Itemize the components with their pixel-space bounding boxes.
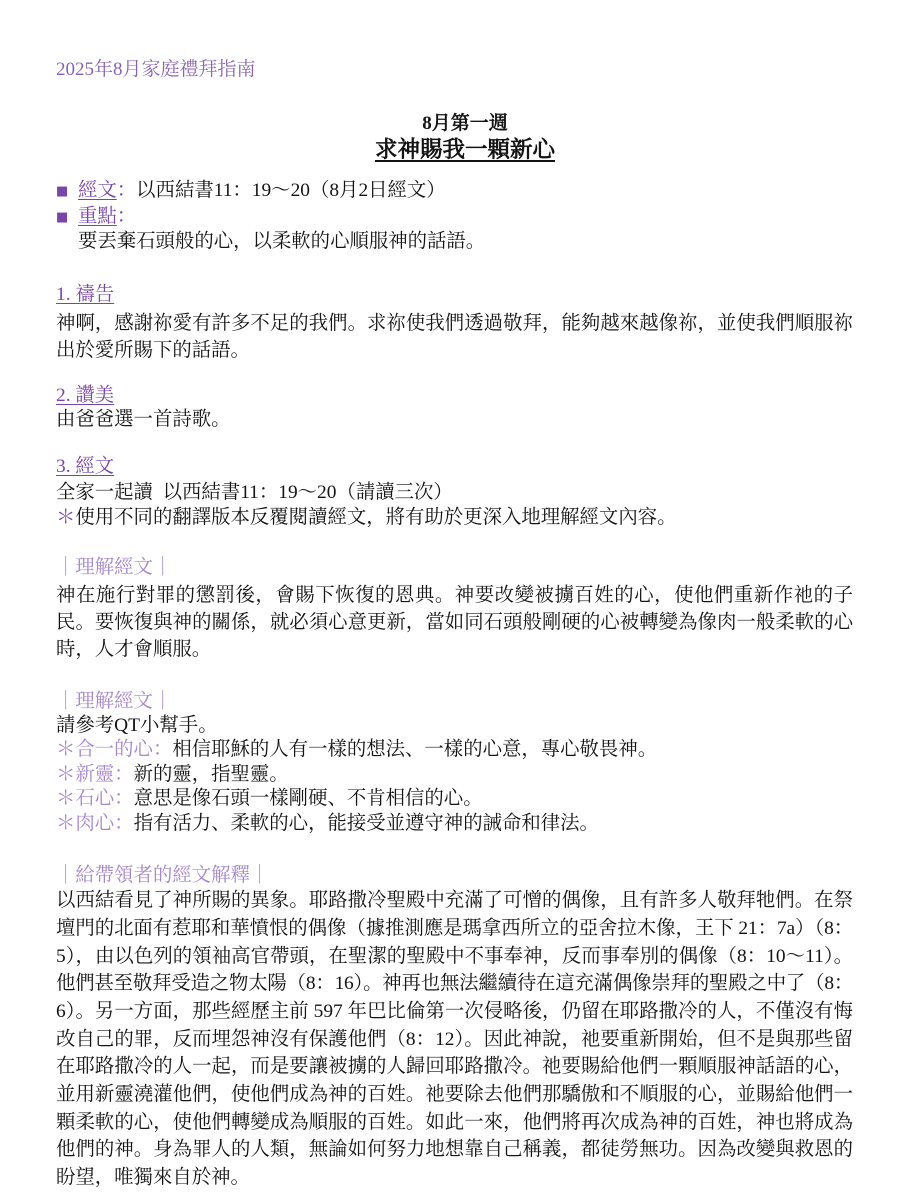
leader-text-line: 以西結看見了神所賜的異象。耶路撒冷聖殿中充滿了可憎的偶像，且有許多人敬拜牠們。在祭: [56, 890, 853, 912]
reading-heading: 3. 經文: [56, 456, 115, 477]
summary-block: [56, 179, 853, 255]
praise-heading: 2. 讚美: [56, 385, 115, 406]
qt-heading-row: [56, 690, 853, 714]
term-definition: 新的靈，指聖靈。: [133, 763, 289, 785]
term-definition: 指有活力、柔軟的心，能接受並遵守神的誡命和律法。: [133, 812, 599, 834]
scripture-colon: ：: [116, 180, 137, 201]
square-bullet-icon: ■: [56, 209, 69, 225]
understanding-text-line: 時，人才會順服。: [56, 638, 212, 660]
term-definition: 意思是像石頭一樣剛硬、不肯相信的心。: [133, 788, 483, 810]
qt-heading: ｜理解經文｜: [56, 691, 173, 712]
asterisk-icon: ＊: [56, 812, 76, 834]
asterisk-icon: ＊: [56, 739, 76, 761]
focus-row: [56, 205, 853, 231]
reading-note-text: 使用不同的翻譯版本反覆閱讀經文，將有助於更深入地理解經文內容。: [75, 507, 677, 528]
leader-text-line: 6）。另一方面，那些經歷主前 597 年巴比倫第一次侵略後，仍留在耶路撒冷的人，不僅沒有悔: [56, 1000, 853, 1022]
prayer-paragraph: [56, 310, 853, 364]
week-title: 求神賜我一顆新心: [374, 137, 555, 162]
reading-instruction: 全家一起讀 以西結書11：19～20（請讀三次）: [56, 481, 453, 503]
scripture-reference: 以西結書11：19～20（8月2日經文）: [136, 180, 446, 201]
leader-paragraph: [56, 887, 853, 1192]
focus-text: 要丟棄石頭般的心，以柔軟的心順服神的話語。: [78, 231, 486, 252]
leader-text-line: 壇門的北面有惹耶和華憤恨的偶像（據推測應是瑪拿西所立的亞舍拉木像，王下 21：7a）（8：: [56, 917, 853, 939]
asterisk-icon: ＊: [56, 763, 76, 785]
document-header-title: 2025年8月家庭禮拜指南: [56, 59, 256, 80]
term-label: 合一的心：: [75, 739, 173, 761]
leader-heading-row: [56, 864, 853, 888]
term-item: [56, 763, 853, 788]
qt-intro: 請參考QT小幫手。: [56, 714, 218, 736]
leader-text-line: 並用新靈澆灌他們，使他們成為神的百姓。祂要除去他們那驕傲和不順服的心，並賜給他們一: [56, 1084, 853, 1106]
praise-heading-row: [56, 384, 853, 408]
scripture-label: 經文: [78, 180, 117, 201]
focus-colon: ：: [116, 205, 137, 227]
term-label: 新靈：: [75, 763, 134, 785]
square-bullet-icon: ■: [56, 184, 69, 199]
leader-text-line: 改自己的罪，反而埋怨神沒有保護他們（8：12）。因此神說，祂要重新開始，但不是與那些留: [56, 1028, 853, 1050]
scripture-reference-row: [56, 179, 853, 205]
leader-text-line: 顆柔軟的心，使他們轉變成為順服的百姓。如此一來，他們將再次成為神的百姓，神也將成為: [56, 1111, 853, 1133]
prayer-heading-row: [56, 283, 853, 307]
leader-text-line: 他們甚至敬拜受造之物太陽（8：16）。神再也無法繼續待在這充滿偶像崇拜的聖殿之中了（8：: [56, 973, 853, 995]
term-label: 石心：: [75, 788, 134, 810]
term-definition: 相信耶穌的人有一樣的想法、一樣的心意，專心敬畏神。: [172, 739, 658, 761]
praise-text-line: 由爸爸選一首詩歌。: [56, 409, 231, 430]
focus-label: 重點: [78, 205, 117, 227]
prayer-heading: 1. 禱告: [56, 284, 115, 305]
week-title-row: [56, 135, 874, 165]
asterisk-icon: ＊: [56, 507, 76, 528]
prayer-text-line: 出於愛所賜下的話語。: [56, 339, 250, 361]
leader-heading: ｜給帶領者的經文解釋｜: [56, 865, 270, 886]
leader-text-line: 在耶路撒冷的人一起，而是要讓被擄的人歸回耶路撒冷。祂要賜給他們一顆順服神話語的心，: [56, 1056, 853, 1078]
understanding-heading-row: [56, 556, 853, 580]
week-label: 8月第一週: [422, 113, 508, 134]
reading-note: [56, 505, 853, 531]
asterisk-icon: ＊: [56, 788, 76, 810]
term-item: [56, 787, 853, 812]
term-item: [56, 738, 853, 763]
reading-block: [56, 480, 853, 531]
leader-text-line: 他們的神。身為罪人的人類，無論如何努力地想靠自己稱義，都徒勞無功。因為改變與救恩的: [56, 1139, 853, 1161]
praise-paragraph: [56, 408, 853, 432]
understanding-text-line: 民。要恢復與神的關係，就必須心意更新，當如同石頭般剛硬的心被轉變為像肉一般柔軟的心: [56, 611, 853, 633]
term-label: 肉心：: [75, 812, 134, 834]
leader-text-line: 盼望，唯獨來自於神。: [56, 1167, 250, 1189]
term-item: [56, 812, 853, 837]
understanding-heading: ｜理解經文｜: [56, 557, 173, 578]
understanding-paragraph: [56, 582, 853, 663]
prayer-text-line: 神啊，感謝祢愛有許多不足的我們。求祢使我們透過敬拜，能夠越來越像祢，並使我們順服祢: [56, 312, 853, 334]
leader-text-line: 5），由以色列的領袖高官帶頭，在聖潔的聖殿中不事奉神，反而事奉別的偶像（8：10～11）。: [56, 945, 853, 967]
qt-helper-list: [56, 714, 853, 837]
understanding-text-line: 神在施行對罪的懲罰後，會賜下恢復的恩典。神要改變被擄百姓的心，使他們重新作祂的子: [56, 584, 853, 606]
reading-heading-row: [56, 455, 853, 479]
